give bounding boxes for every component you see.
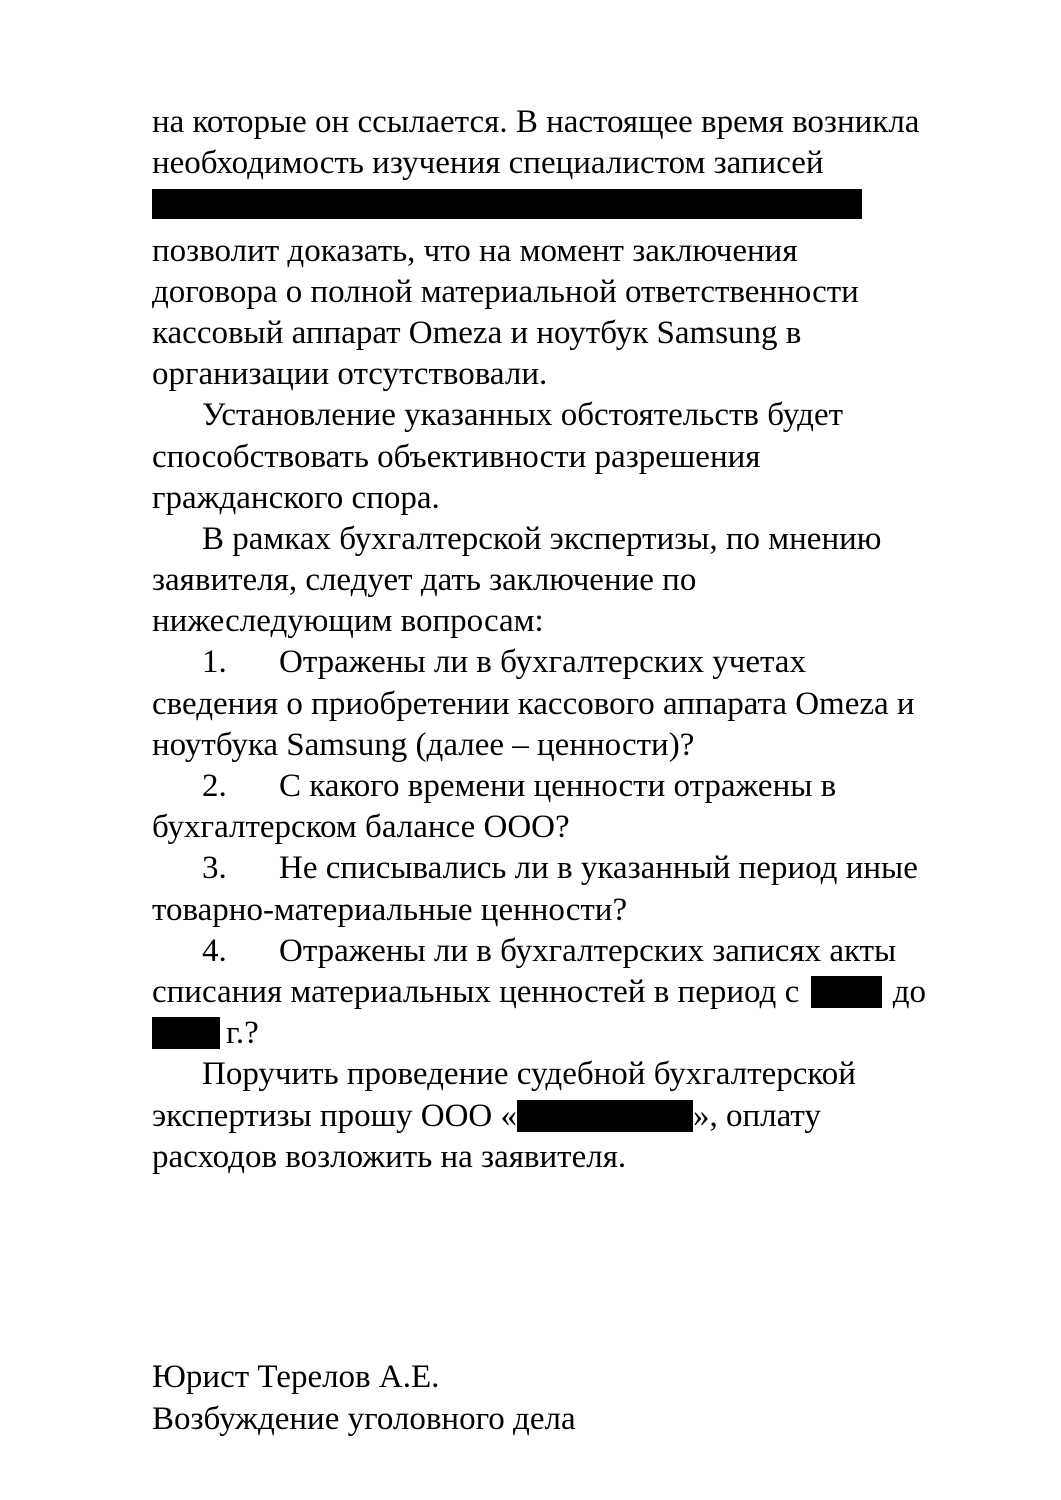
- list-item-1: [152, 642, 992, 683]
- text-fragment: экспертизы прошу ООО «: [152, 1097, 517, 1134]
- signature-caption: Возбуждение уголовного дела: [152, 1401, 576, 1437]
- text-line: Поручить проведение судебной бухгалтерской: [202, 1056, 856, 1093]
- signature-name: Юрист Терелов А.Е.: [152, 1359, 440, 1395]
- list-item-text: Отражены ли в бухгалтерских записях акты: [279, 932, 897, 969]
- text-line: договора о полной материальной ответственности: [152, 273, 859, 310]
- list-number: 2.: [202, 768, 227, 804]
- list-number: 1.: [202, 644, 227, 681]
- redaction-bar: [152, 1017, 220, 1049]
- text-line: сведения о приобретении кассового аппарата Omeza и: [152, 685, 915, 722]
- redaction-bar: [517, 1100, 693, 1132]
- redaction-bar: [811, 976, 882, 1008]
- text-line: бухгалтерском балансе ООО?: [152, 809, 570, 846]
- list-number: 3.: [202, 850, 227, 887]
- text-fragment: до: [892, 973, 927, 1010]
- text-line: Установление указанных обстоятельств будет: [202, 397, 844, 434]
- list-item-2: [152, 766, 992, 807]
- list-item-text: Отражены ли в бухгалтерских учетах: [279, 644, 806, 681]
- list-number: 4.: [202, 932, 227, 969]
- text-line: на которые он ссылается. В настоящее время возникла: [152, 104, 920, 140]
- text-line: ноутбука Samsung (далее – ценности)?: [152, 726, 695, 763]
- text-line: расходов возложить на заявителя.: [152, 1138, 627, 1175]
- signature-block: [152, 1356, 576, 1440]
- text-line: [152, 972, 992, 1013]
- text-fragment: г.?: [226, 1015, 259, 1052]
- document-body: [152, 102, 992, 1178]
- list-item-3: [152, 848, 992, 889]
- text-line: кассовый аппарат Omeza и ноутбук Samsung в: [152, 314, 802, 351]
- list-item-4: [152, 931, 992, 972]
- text-line: В рамках бухгалтерской экспертизы, по мнению: [202, 520, 882, 557]
- text-line: способствовать объективности разрешения: [152, 438, 761, 475]
- text-line: [152, 1096, 992, 1137]
- redacted-line: [152, 189, 992, 230]
- text-line: нижеследующим вопросам:: [152, 603, 544, 640]
- text-line: необходимость изучения специалистом записей: [152, 145, 824, 182]
- redaction-bar: [152, 189, 862, 219]
- text-line: гражданского спора.: [152, 479, 440, 516]
- list-item-text: С какого времени ценности отражены в: [279, 768, 837, 804]
- text-fragment: списания материальных ценностей в период с: [152, 973, 800, 1010]
- list-item-text: Не списывались ли в указанный период иные: [279, 850, 918, 887]
- text-line: заявителя, следует дать заключение по: [152, 562, 697, 599]
- text-line: организации отсутствовали.: [152, 356, 548, 393]
- text-fragment: », оплату: [693, 1097, 821, 1134]
- text-line: [152, 1013, 992, 1054]
- text-line: позволит доказать, что на момент заключения: [152, 232, 798, 269]
- text-line: товарно-материальные ценности?: [152, 891, 628, 928]
